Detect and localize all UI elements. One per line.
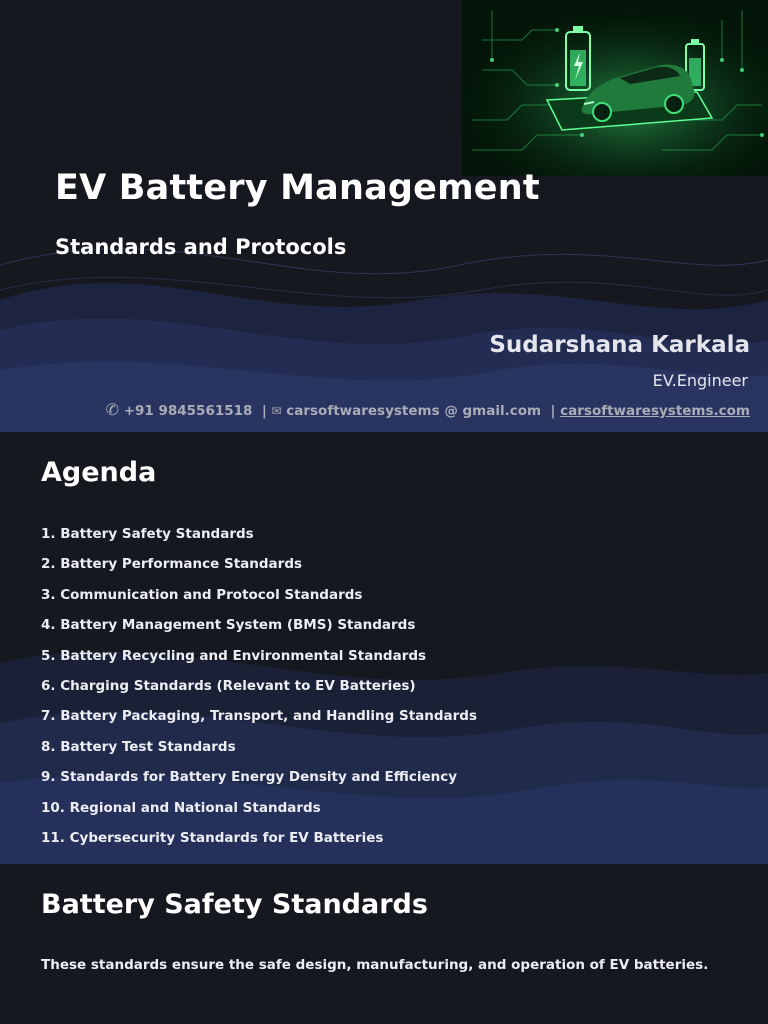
mail-icon: ✉ — [271, 404, 282, 418]
agenda-item: 5. Battery Recycling and Environmental Standards — [41, 647, 427, 664]
contact-separator: | — [550, 403, 556, 419]
agenda-item: 4. Battery Management System (BMS) Standards — [41, 617, 416, 634]
agenda-item: 2. Battery Performance Standards — [41, 556, 303, 573]
agenda-item: 8. Battery Test Standards — [41, 738, 236, 755]
author-name: Sudarshana Karkala — [489, 332, 750, 358]
contact-line — [106, 400, 750, 419]
safety-heading: Battery Safety Standards — [41, 889, 428, 920]
phone-icon: ✆ — [105, 400, 119, 419]
agenda-item: 11. Cybersecurity Standards for EV Batteries — [41, 829, 384, 846]
author-role: EV.Engineer — [652, 371, 748, 390]
agenda-item: 7. Battery Packaging, Transport, and Handling Standards — [41, 708, 478, 725]
contact-separator: | — [261, 403, 267, 419]
presentation-subtitle: Standards and Protocols — [55, 235, 347, 259]
agenda-item: 6. Charging Standards (Relevant to EV Batteries) — [41, 677, 416, 694]
agenda-item: 1. Battery Safety Standards — [41, 526, 254, 542]
email-address: carsoftwaresystems @ gmail.com — [286, 403, 542, 419]
safety-slide — [0, 865, 768, 1024]
agenda-list — [41, 524, 477, 858]
website-link[interactable]: carsoftwaresystems.com — [560, 403, 750, 419]
ev-car-battery-icon — [462, 0, 768, 176]
ev-battery-hero-image — [462, 0, 768, 176]
agenda-item: 10. Regional and National Standards — [41, 799, 321, 816]
agenda-heading: Agenda — [41, 457, 157, 488]
title-slide — [0, 0, 768, 432]
safety-description: These standards ensure the safe design, manufacturing, and operation of EV batteries. — [41, 957, 709, 973]
presentation-title: EV Battery Management — [55, 168, 540, 208]
phone-number: +91 9845561518 — [123, 403, 253, 419]
agenda-item: 9. Standards for Battery Energy Density and Efficiency — [41, 769, 458, 786]
agenda-item: 3. Communication and Protocol Standards — [41, 586, 363, 603]
agenda-slide — [0, 433, 768, 864]
